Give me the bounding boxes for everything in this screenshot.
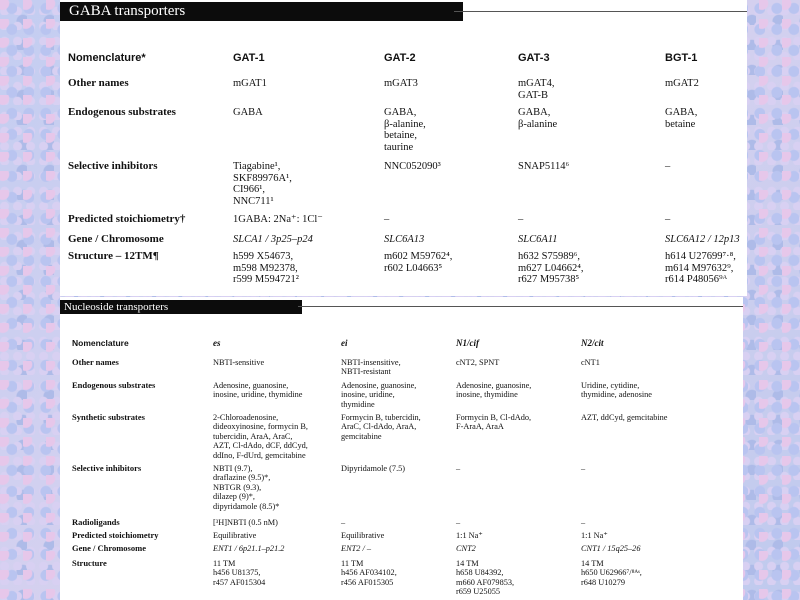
gaba-header-bgt1: BGT-1 — [665, 52, 698, 64]
nuc-cell: cNT2, SPNT — [456, 358, 500, 367]
gaba-header-nomenclature: Nomenclature* — [68, 52, 146, 64]
gaba-cell: m602 M59762⁴, r602 L04663⁵ — [384, 251, 453, 274]
nuc-cell: – — [456, 464, 461, 473]
nuc-row-label: Predicted stoichiometry — [72, 530, 159, 540]
gaba-row-label: Gene / Chromosome — [68, 233, 164, 245]
nuc-cell: – — [341, 518, 346, 527]
nuc-cell: Equilibrative — [213, 531, 257, 540]
gaba-cell: GABA, β-alanine — [518, 107, 558, 130]
nuc-cell: 11 TM h456 AF034102, r456 AF015305 — [341, 559, 397, 587]
gaba-cell: mGAT1 — [233, 78, 267, 89]
nuc-cell: Adenosine, guanosine, inosine, thymidine — [456, 381, 532, 400]
nuc-cell: NBTI-insensitive, NBTI-resistant — [341, 358, 401, 377]
gaba-cell: mGAT2 — [665, 78, 699, 89]
gaba-cell: – — [384, 214, 390, 225]
nuc-cell: Formycin B, tubercidin, AraC, Cl-dAdo, AraA, gemcitabine — [341, 413, 421, 441]
gaba-cell: SLC6A11 — [518, 234, 558, 245]
gaba-cell: GABA, betaine — [665, 107, 698, 130]
nuc-cell: – — [581, 464, 586, 473]
gaba-title-rule — [454, 11, 747, 12]
nuc-cell: [³H]NBTI (0.5 nM) — [213, 518, 278, 527]
gaba-cell: – — [665, 161, 671, 172]
gaba-cell: Tiagabine¹, SKF89976A¹, CI966¹, NNC711¹ — [233, 161, 292, 207]
gaba-header-gat1: GAT-1 — [233, 52, 265, 64]
nuc-row-label: Other names — [72, 357, 119, 367]
nuc-cell: ENT2 / – — [341, 544, 371, 553]
nuc-cell: 14 TM h658 U84392, m660 AF079853, r659 U25055 — [456, 559, 515, 597]
nuc-cell: CNT2 — [456, 544, 476, 553]
nuc-header-nomenclature: Nomenclature — [72, 338, 129, 348]
nuc-cell: 14 TM h650 U62966⁷/⁸ᴬˢ, r648 U10279 — [581, 559, 642, 587]
nuc-cell: Adenosine, guanosine, inosine, uridine, thymidine — [341, 381, 417, 409]
nuc-cell: cNT1 — [581, 358, 600, 367]
gaba-header-gat3: GAT-3 — [518, 52, 550, 64]
gaba-cell: – — [665, 214, 671, 225]
gaba-cell: – — [518, 214, 524, 225]
nuc-cell: Formycin B, Cl-dAdo, F-AraA, AraA — [456, 413, 532, 432]
gaba-cell: SLC6A13 — [384, 234, 425, 245]
gaba-row-label: Predicted stoichiometry† — [68, 213, 186, 225]
nucleoside-transporters-table — [60, 297, 743, 600]
gaba-cell: GABA, β-alanine, betaine, taurine — [384, 107, 426, 153]
gaba-cell: h632 S75989⁶, m627 L04662⁴, r627 M95738⁵ — [518, 251, 584, 285]
nuc-row-label: Selective inhibitors — [72, 463, 142, 473]
nuc-cell: 1:1 Na⁺ — [581, 531, 608, 540]
nuc-cell: Adenosine, guanosine, inosine, uridine, thymidine — [213, 381, 303, 400]
nuc-cell: NBTI (9.7), draflazine (9.5)*, NBTGR (9.3), dilazep (9)*, dipyridamole (8.5)* — [213, 464, 280, 511]
gaba-row-label: Structure – 12TM¶ — [68, 250, 159, 262]
gaba-cell: SNAP5114⁶ — [518, 161, 570, 172]
gaba-cell: SLC6A12 / 12p13 — [665, 234, 740, 245]
gaba-row-label: Endogenous substrates — [68, 106, 176, 118]
nuc-row-label: Synthetic substrates — [72, 412, 145, 422]
nuc-row-label: Gene / Chromosome — [72, 543, 146, 553]
nuc-cell: 11 TM h456 U81375, r457 AF015304 — [213, 559, 266, 587]
nuc-cell: – — [456, 518, 461, 527]
gaba-row-label: Selective inhibitors — [68, 160, 158, 172]
nucleoside-title: Nucleoside transporters — [60, 300, 302, 314]
gaba-cell: SLCA1 / 3p25–p24 — [233, 234, 313, 245]
gaba-cell: h614 U27699⁷·⁸, m614 M97632⁹, r614 P48056⁹ᴬ — [665, 251, 736, 285]
gaba-transporters-table — [60, 0, 747, 296]
nuc-header-n2-cit: N2/cit — [581, 338, 604, 348]
nuc-cell: Equilibrative — [341, 531, 385, 540]
nuc-cell: ENT1 / 6p21.1–p21.2 — [213, 544, 285, 553]
nuc-cell: – — [581, 518, 586, 527]
gaba-title: GABA transporters — [60, 2, 463, 21]
nuc-cell: 1:1 Na⁺ — [456, 531, 483, 540]
nuc-row-label: Endogenous substrates — [72, 380, 156, 390]
gaba-cell: mGAT4, GAT-B — [518, 78, 555, 101]
nuc-cell: 2-Chloroadenosine, dideoxyinosine, formycin B, tubercidin, AraA, AraC, AZT, Cl-dAdo, dCF, ddCyd, ddIno, F-dUrd, gemcitabine — [213, 413, 308, 460]
gaba-cell: GABA — [233, 107, 263, 118]
nucleoside-title-rule — [298, 306, 743, 307]
nuc-cell: NBTI-sensitive — [213, 358, 265, 367]
gaba-cell: NNC052090³ — [384, 161, 441, 172]
nuc-header-n1-cif: N1/cif — [456, 338, 479, 348]
gaba-row-label: Other names — [68, 77, 129, 89]
nuc-header-es: es — [213, 338, 221, 348]
nuc-header-ei: ei — [341, 338, 348, 348]
gaba-cell: mGAT3 — [384, 78, 418, 89]
gaba-header-gat2: GAT-2 — [384, 52, 416, 64]
nuc-cell: AZT, ddCyd, gemcitabine — [581, 413, 668, 422]
gaba-cell: 1GABA: 2Na⁺: 1Cl⁻ — [233, 214, 323, 225]
nuc-row-label: Radioligands — [72, 517, 120, 527]
nuc-row-label: Structure — [72, 558, 107, 568]
nuc-cell: CNT1 / 15q25–26 — [581, 544, 641, 553]
nuc-cell: Uridine, cytidine, thymidine, adenosine — [581, 381, 652, 400]
nuc-cell: Dipyridamole (7.5) — [341, 464, 406, 473]
gaba-cell: h599 X54673, m598 M92378, r599 M594721² — [233, 251, 299, 285]
